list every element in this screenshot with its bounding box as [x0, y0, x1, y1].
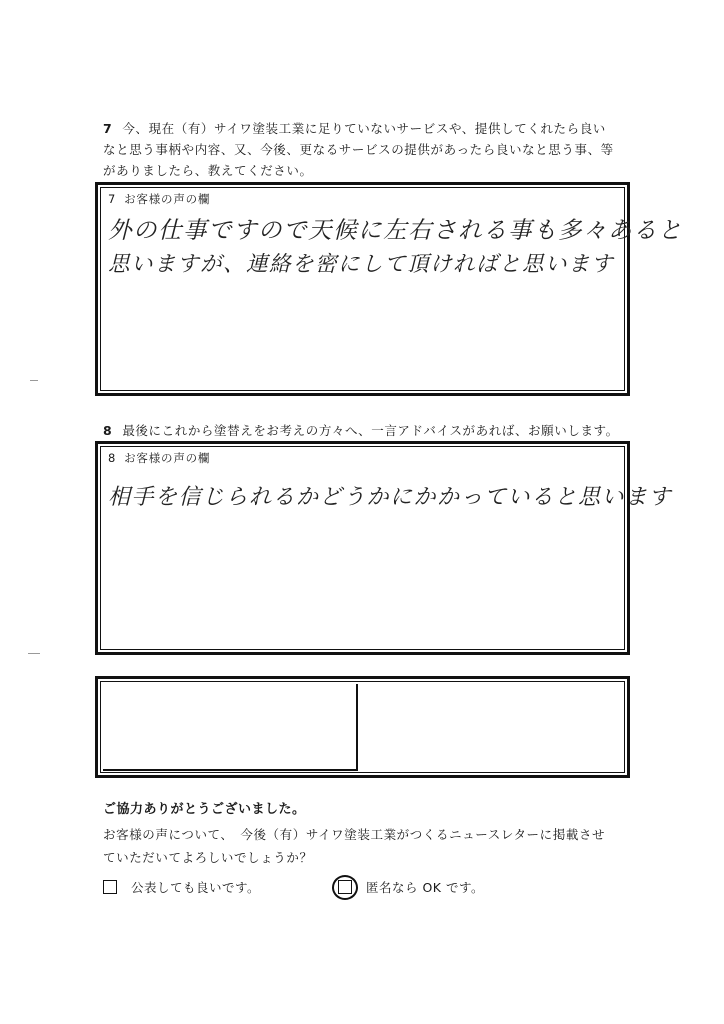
- question-8-text: 最後にこれから塗替えをお考えの方々へ、一言アドバイスがあれば、お願いします。: [122, 423, 619, 438]
- public-checkbox[interactable]: [103, 880, 117, 894]
- question-7-line-3: がありましたら、教えてください。: [103, 163, 313, 178]
- thanks-message: ご協力ありがとうございました。: [103, 802, 306, 817]
- scan-mark: [28, 653, 40, 654]
- consent-line-1: お客様の声について、 今後（有）サイワ塗装工業がつくるニュースレターに掲載させ: [103, 827, 606, 842]
- answer-box-7-label: [108, 191, 210, 207]
- answer-box-8: [95, 441, 673, 655]
- question-8: [103, 420, 633, 441]
- consent-question: [103, 823, 643, 869]
- answer-box-8-label: [108, 450, 210, 466]
- answer-box-7-number: 7: [108, 192, 117, 206]
- answer-box-8-number: 8: [108, 451, 117, 465]
- answer-box-7-title: お客様の声の欄: [124, 192, 211, 206]
- answer-box-8-title: お客様の声の欄: [124, 451, 211, 465]
- option-anonymous-label: 匿名なら OK です。: [366, 880, 484, 895]
- question-7-line-1: 今、現在（有）サイワ塗装工業に足りていないサービスや、提供してくれたら良い: [122, 121, 606, 136]
- consent-line-2: ていただいてよろしいでしょうか？: [103, 850, 313, 865]
- option-public-label: 公表しても良いです。: [131, 880, 261, 895]
- question-7-line-2: なと思う事柄や内容、又、今後、更なるサービスの提供があったら良いなと思う事、等: [103, 142, 614, 157]
- handwritten-answer-8-line-1: 相手を信じられるかどうかにかかっていると思います: [108, 485, 673, 510]
- option-public[interactable]: [103, 878, 260, 896]
- customer-name-box: [95, 676, 630, 778]
- handwritten-answer-7-line-1: 外の仕事ですので天候に左右される事も多々あると: [108, 216, 683, 244]
- option-anonymous[interactable]: [338, 878, 484, 896]
- question-7-number: 7: [103, 121, 113, 136]
- question-7: [103, 118, 633, 181]
- question-8-number: 8: [103, 423, 113, 438]
- redacted-area: [103, 684, 358, 771]
- anonymous-checkbox-circled[interactable]: [338, 880, 352, 894]
- scan-mark: [30, 380, 38, 381]
- handwritten-answer-7-line-2: 思いますが、連絡を密にして頂ければと思います: [108, 252, 615, 277]
- answer-box-7: [95, 182, 683, 396]
